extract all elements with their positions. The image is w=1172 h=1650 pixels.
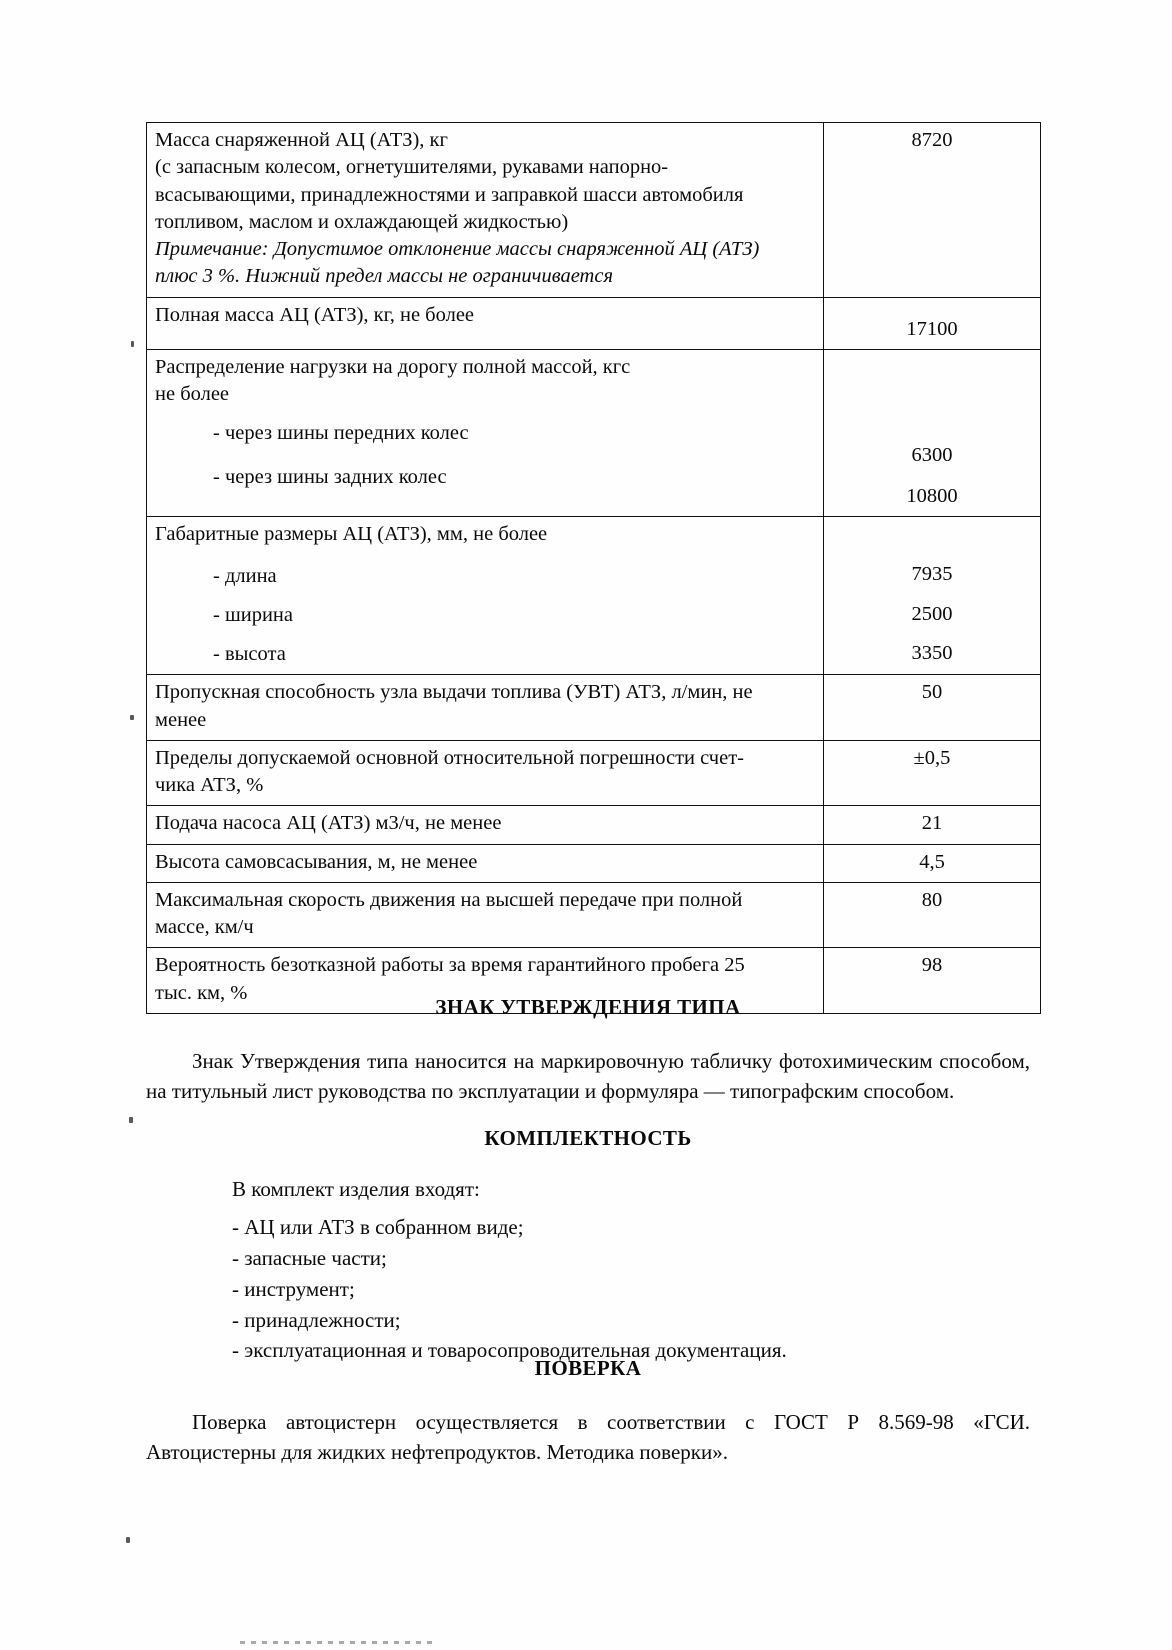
- param-note-line: Примечание: Допустимое отклонение массы снаряженной АЦ (АТЗ): [155, 238, 760, 260]
- value-text: 2500: [911, 602, 953, 625]
- table-cell-value: [824, 349, 1041, 517]
- scan-speck: [130, 715, 134, 720]
- approval-mark-heading: ЗНАК УТВЕРЖДЕНИЯ ТИПА: [435, 995, 741, 1019]
- completeness-heading: КОМПЛЕКТНОСТЬ: [484, 1126, 692, 1150]
- scan-speck: [129, 1117, 133, 1123]
- table-cell-value: [824, 675, 1041, 741]
- table-row: [147, 882, 1041, 948]
- table-row: [147, 675, 1041, 741]
- param-line: не более: [155, 383, 230, 405]
- param-line: тыс. км, %: [155, 981, 248, 1004]
- sub-item-label: - высота: [213, 643, 286, 665]
- completeness-list: [146, 1212, 1030, 1366]
- param-line: Габаритные размеры АЦ (АТЗ), мм, не более: [155, 523, 548, 546]
- param-note-line: плюс 3 %. Нижний предел массы не ограничивается: [155, 265, 613, 288]
- value-text: 10800: [906, 485, 958, 507]
- table-cell-parameter: [147, 740, 824, 806]
- verification-paragraph: Поверка автоцистерн осуществляется в соответствии с ГОСТ Р 8.569-98 «ГСИ. Автоцистерны для жидких нефтепродуктов. Методика поверки».: [146, 1410, 1030, 1465]
- value-text: 6300: [911, 443, 953, 466]
- param-line: Распределение нагрузки на дорогу полной массой, кгс: [155, 355, 631, 378]
- param-line: (с запасным колесом, огнетушителями, рукавами напорно-: [155, 156, 669, 179]
- value-text: 7935: [911, 563, 953, 586]
- specifications-table: [146, 122, 1041, 1014]
- value-text: 80: [921, 888, 943, 911]
- param-line: Вероятность безотказной работы за время гарантийного пробега 25: [155, 954, 745, 977]
- section-completeness: [146, 1126, 1030, 1366]
- value-text: 8720: [911, 129, 953, 151]
- table-cell-parameter: [147, 349, 824, 517]
- param-line: чика АТЗ, %: [155, 774, 264, 796]
- table-cell-value: [824, 806, 1041, 844]
- param-line: Пределы допускаемой основной относительной погрешности счет-: [155, 746, 745, 769]
- list-item: - инструмент;: [232, 1276, 355, 1301]
- scan-smudge: [240, 1641, 436, 1644]
- param-line: топливом, маслом и охлаждающей жидкостью): [155, 210, 569, 233]
- verification-heading: ПОВЕРКА: [534, 1356, 642, 1380]
- table-row: [147, 740, 1041, 806]
- table-cell-value: [824, 882, 1041, 948]
- section-approval-mark: [146, 995, 1030, 1106]
- sub-item-label: - длина: [213, 564, 277, 587]
- value-text: ±0,5: [913, 746, 951, 769]
- param-line: Пропускная способность узла выдачи топлива (УВТ) АТЗ, л/мин, не: [155, 681, 753, 704]
- table-cell-parameter: [147, 123, 824, 298]
- list-item: - АЦ или АТЗ в собранном виде;: [232, 1215, 524, 1239]
- param-line: массе, км/ч: [155, 916, 254, 938]
- value-text: 21: [921, 812, 943, 835]
- table-cell-value: [824, 517, 1041, 675]
- table-cell-value: [824, 123, 1041, 298]
- table-row: [147, 349, 1041, 517]
- table-cell-parameter: [147, 517, 824, 675]
- sub-item-label: - через шины задних колес: [213, 465, 447, 488]
- param-line: Подача насоса АЦ (АТЗ) м3/ч, не менее: [155, 812, 502, 835]
- table-row: [147, 123, 1041, 298]
- completeness-intro: В комплект изделия входят:: [232, 1177, 480, 1201]
- param-line: всасывающими, принадлежностями и заправкой шасси автомобиля: [155, 183, 744, 206]
- list-item: - запасные части;: [232, 1245, 387, 1270]
- value-text: 98: [921, 954, 943, 977]
- sub-item-label: - ширина: [213, 603, 293, 626]
- section-verification: [146, 1356, 1030, 1467]
- table-cell-parameter: [147, 844, 824, 882]
- table-cell-value: [824, 740, 1041, 806]
- sub-item-label: - через шины передних колес: [213, 422, 469, 445]
- scan-speck: [126, 1537, 130, 1543]
- param-line: менее: [155, 708, 207, 731]
- value-text: 17100: [906, 317, 958, 340]
- value-text: 3350: [911, 641, 953, 664]
- param-line: Максимальная скорость движения на высшей передаче при полной: [155, 888, 743, 911]
- param-line: Полная масса АЦ (АТЗ), кг, не более: [155, 303, 475, 326]
- table-cell-parameter: [147, 675, 824, 741]
- table-row: [147, 517, 1041, 675]
- table-row: [147, 806, 1041, 844]
- table-cell-parameter: [147, 806, 824, 844]
- value-text: 4,5: [919, 850, 945, 873]
- row-spacer: [155, 329, 815, 343]
- table-row: [147, 297, 1041, 349]
- param-line: Масса снаряженной АЦ (АТЗ), кг: [155, 129, 448, 151]
- param-line: Высота самовсасывания, м, не менее: [155, 850, 478, 873]
- table-cell-parameter: [147, 297, 824, 349]
- list-item: - эксплуатационная и товаросопроводительная документация.: [232, 1338, 787, 1363]
- table-cell-value: [824, 297, 1041, 349]
- table-cell-parameter: [147, 882, 824, 948]
- approval-mark-paragraph: Знак Утверждения типа наносится на маркировочную табличку фотохимическим способом, на титульный лист руководства по эксплуатации и формуляра — типографским способом.: [146, 1049, 1030, 1104]
- table-row: [147, 844, 1041, 882]
- scan-speck: [131, 341, 134, 347]
- list-item: - принадлежности;: [232, 1307, 401, 1332]
- value-text: 50: [921, 681, 943, 704]
- table-cell-value: [824, 844, 1041, 882]
